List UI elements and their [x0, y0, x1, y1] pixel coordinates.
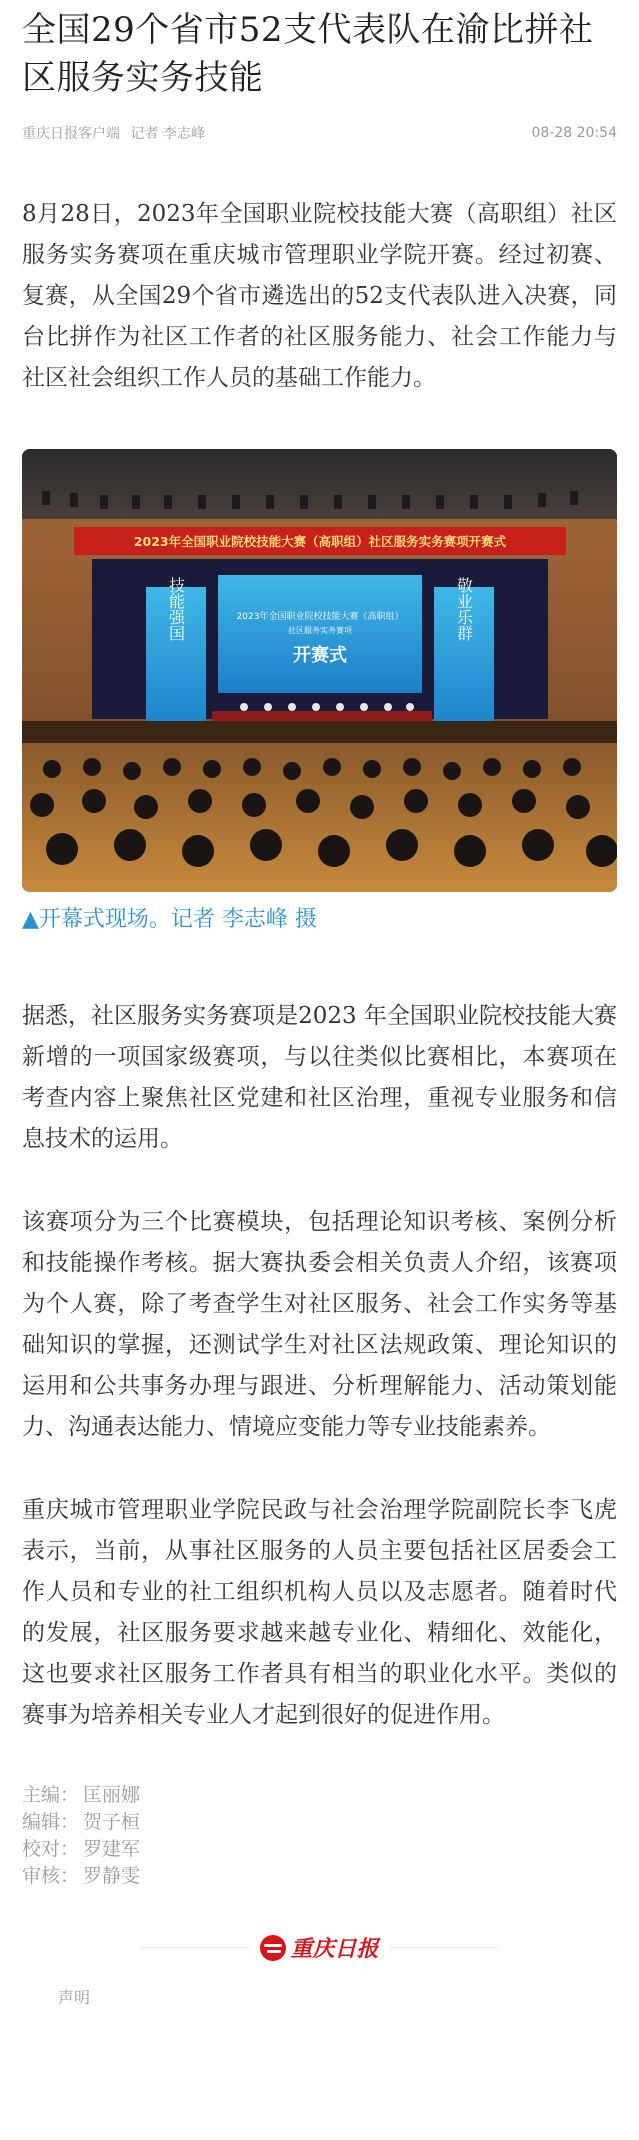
byline: [22, 123, 205, 143]
footer-logo-row: [22, 1932, 617, 1963]
publish-time: 08-28 20:54: [531, 125, 617, 141]
paragraph-1: 8月28日，2023年全国职业院校技能大赛（高职组）社区服务实务赛项在重庆城市管理职业学院开赛。经过初赛、复赛，从全国29个省市遴选出的52支代表队进入决赛，同台比拼作为社区工作者的社区服务能力、社会工作能力与社区社会组织工作人员的基础工作能力。: [22, 201, 617, 391]
source-name[interactable]: 重庆日报客户端: [22, 126, 120, 142]
opening-ceremony-image: [22, 449, 617, 892]
credit-editor: 编辑： 贺子桓: [22, 1811, 141, 1833]
left-panel-text: 技能强国: [166, 577, 186, 641]
screen-line-1: 2023年全国职业院校技能大赛（高职组）: [236, 612, 404, 622]
right-panel-text: 敬业乐群: [454, 577, 474, 641]
reporter-name: 记者 李志峰: [130, 126, 205, 142]
paragraph-3: 该赛项分为三个比赛模块，包括理论知识考核、案例分析和技能操作考核。据大赛执委会相关负责人介绍，该赛项为个人赛，除了考查学生对社区服务、社会工作实务等基础知识的掌握，还测试学生对社区法规政策、理论知识的运用和公共事务办理与跟进、分析理解能力、活动策划能力、沟通表达能力、情境应变能力等专业技能素养。: [22, 1209, 617, 1440]
photo-caption: ▲开幕式现场。记者 李志峰 摄: [22, 907, 317, 932]
credit-proofreader: 校对： 罗建军: [22, 1838, 141, 1860]
logo-mark-icon: [260, 1935, 286, 1961]
editor-credits: [22, 1782, 617, 1890]
credit-chief-editor: 主编： 匡丽娜: [22, 1784, 141, 1806]
paragraph-2: 据悉，社区服务实务赛项是2023 年全国职业院校技能大赛新增的一项国家级赛项，与以往类似比赛相比，本赛项在考查内容上聚焦社区党建和社区治理，重视专业服务和信息技术的运用。: [22, 1003, 617, 1152]
article-photo[interactable]: [22, 449, 617, 892]
divider-left: [140, 1947, 250, 1948]
chongqing-daily-logo: [260, 1932, 378, 1963]
divider-right: [389, 1947, 499, 1948]
banner-text: 2023年全国职业院校技能大赛（高职组）社区服务实务赛项开赛式: [133, 534, 507, 549]
logo-text: 重庆日报: [290, 1936, 379, 1962]
screen-title: 开赛式: [293, 645, 347, 666]
credit-reviewer: 审核： 罗静雯: [22, 1865, 141, 1887]
paragraph-4: 重庆城市管理职业学院民政与社会治理学院副院长李飞虎表示，当前，从事社区服务的人员主要包括社区居委会工作人员和专业的社工组织机构人员以及志愿者。随着时代的发展，社区服务要求越来越专业化、精细化、效能化，这也要求社区服务工作者具有相当的职业化水平。类似的赛事为培养相关专业人才起到很好的促进作用。: [22, 1497, 617, 1728]
declaration-link[interactable]: 声明: [58, 1988, 91, 2007]
screen-line-2: 社区服务实务赛项: [288, 626, 352, 635]
article-title: 全国29个省市52支代表队在渝比拼社区服务实务技能: [22, 10, 594, 98]
article-meta: [22, 122, 617, 144]
